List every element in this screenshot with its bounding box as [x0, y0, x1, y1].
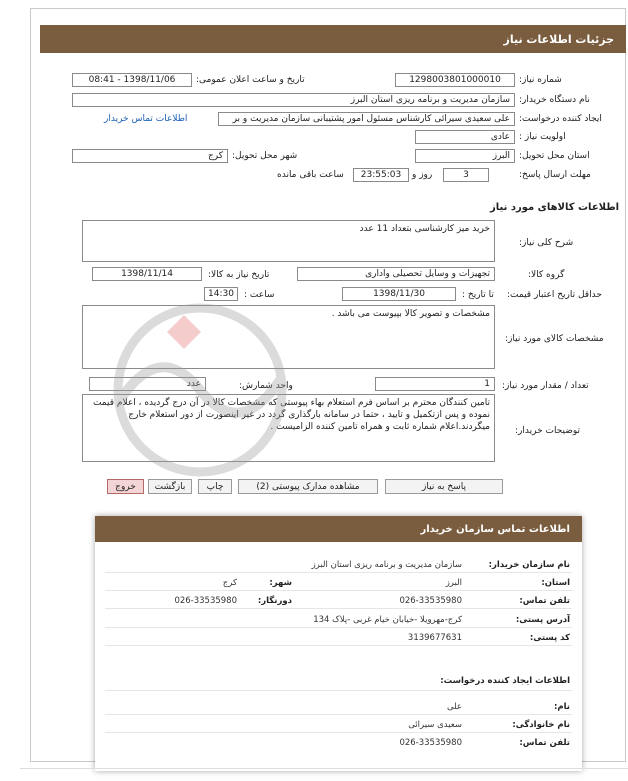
- need-number-label: شماره نیاز:: [519, 75, 562, 85]
- validity-time-field: 14:30: [204, 287, 238, 301]
- org-value: سازمان مدیریت و برنامه ریزی استان البرز: [311, 560, 462, 570]
- specs-label: مشخصات کالای مورد نیاز:: [505, 334, 604, 344]
- contact-phone-label: تلفن تماس:: [519, 596, 570, 606]
- contact-fax-label: دورنگار:: [257, 596, 292, 606]
- unit-label: واحد شمارش:: [239, 381, 293, 391]
- quantity-field: 1: [375, 377, 495, 391]
- quantity-label: تعداد / مقدار مورد نیاز:: [502, 381, 589, 391]
- exit-button[interactable]: خروج: [107, 479, 144, 494]
- divider: [105, 714, 572, 715]
- buyer-contact-card: [95, 516, 582, 771]
- contact-card-title-text: اطلاعات تماس سازمان خریدار: [420, 523, 570, 535]
- address-label: آدرس پستی:: [515, 615, 570, 625]
- price-validity-label: حداقل تاریخ اعتبار قیمت:: [507, 290, 602, 300]
- creator-label: ایجاد کننده درخواست:: [519, 114, 602, 124]
- divider: [105, 627, 572, 628]
- delivery-province-label: استان محل تحویل:: [519, 151, 590, 161]
- contact-city-label: شهر:: [269, 578, 292, 588]
- last-name-label: نام خانوادگی:: [512, 720, 570, 730]
- address-value: کرج-مهرویلا -خیابان خیام غربی -پلاک 134: [313, 615, 462, 625]
- need-desc-label: شرح کلی نیاز:: [519, 238, 574, 248]
- divider: [105, 572, 572, 573]
- priority-label: اولویت نیاز :: [519, 132, 566, 142]
- divider: [105, 645, 572, 646]
- first-name-label: نام:: [553, 702, 570, 712]
- creator-phone-value: 026-33535980: [399, 738, 462, 748]
- days-field: 3: [443, 168, 489, 182]
- deadline-label: مهلت ارسال پاسخ:: [519, 170, 591, 180]
- contact-fax-value: 026-33535980: [174, 596, 237, 606]
- until-date-field: 1398/11/30: [342, 287, 456, 301]
- divider: [105, 732, 572, 733]
- buyer-notes-field: تامین کنندگان محترم بر اساس فرم استعلام بهاء پیوستی که مشخصات کالا در آن درج گردیده ، اعلام قیمت نموده و پس ازتکمیل و تایید ، حتما در سامانه بارگذاری گردد در غیر اینصورت از دور استعلام خارج میگردند.اعلام شماره ثابت و همراه تامین کننده الزامیست .: [82, 394, 495, 462]
- delivery-city-label: شهر محل تحویل:: [232, 151, 298, 161]
- divider: [105, 608, 572, 609]
- page-title-text: جزئیات اطلاعات نیاز: [503, 32, 614, 46]
- print-button[interactable]: چاپ: [198, 479, 232, 494]
- contact-phone-value: 026-33535980: [399, 596, 462, 606]
- creator-phone-label: تلفن تماس:: [519, 738, 570, 748]
- need-desc-field: خرید میز کارشناسی بتعداد 11 عدد: [82, 220, 495, 262]
- need-date-field: 1398/11/14: [92, 267, 202, 281]
- attachments-button[interactable]: مشاهده مدارک پیوستی (2): [238, 479, 378, 494]
- goods-section-title: اطلاعات کالاهای مورد نیاز: [490, 202, 620, 213]
- postal-label: کد پستی:: [529, 633, 570, 643]
- reply-button[interactable]: پاسخ به نیاز: [385, 479, 503, 494]
- unit-field: عدد: [89, 377, 206, 391]
- buyer-label: نام دستگاه خریدار:: [519, 95, 590, 105]
- first-name-value: علی: [447, 702, 462, 712]
- days-unit: روز و: [412, 170, 433, 180]
- announce-field: 1398/11/06 - 08:41: [72, 73, 192, 87]
- divider: [105, 590, 572, 591]
- org-label: نام سازمان خریدار:: [488, 560, 570, 570]
- specs-field: مشخصات و تصویر کالا بپیوست می باشد .: [82, 305, 495, 369]
- contact-province-value: البرز: [445, 578, 462, 588]
- creator-field: علی سعیدی سیرائی کارشناس مسئول امور پشتیبانی سازمان مدیریت و بر: [218, 112, 515, 126]
- last-name-value: سعیدی سیرائی: [408, 720, 462, 730]
- buyer-contact-link[interactable]: اطلاعات تماس خریدار: [104, 114, 188, 124]
- postal-value: 3139677631: [407, 633, 462, 643]
- time-remaining-unit: ساعت باقی مانده: [277, 170, 344, 180]
- delivery-province-field: البرز: [415, 149, 515, 163]
- back-button[interactable]: بازگشت: [148, 479, 192, 494]
- priority-field: عادی: [415, 130, 515, 144]
- contact-city-value: کرج: [222, 578, 237, 588]
- goods-group-field: تجهیزات و وسایل تحصیلی واداری: [297, 267, 495, 281]
- contact-card-title: [95, 516, 582, 542]
- buyer-field: سازمان مدیریت و برنامه ریزی استان البرز: [72, 93, 515, 107]
- announce-label: تاریخ و ساعت اعلان عمومی:: [196, 75, 305, 85]
- delivery-city-field: کرج: [72, 149, 228, 163]
- time-remaining-field: 23:55:03: [353, 168, 409, 182]
- creator-section-title: اطلاعات ایجاد کننده درخواست:: [440, 676, 570, 686]
- need-number-field: 1298003801000010: [395, 73, 515, 87]
- until-date-label: تا تاریخ :: [462, 290, 494, 300]
- buyer-notes-label: توضیحات خریدار:: [515, 426, 581, 436]
- contact-province-label: استان:: [541, 578, 570, 588]
- validity-time-label: ساعت :: [244, 290, 275, 300]
- footer-strip: [20, 768, 628, 781]
- need-date-label: تاریخ نیاز به کالا:: [208, 270, 270, 280]
- goods-group-label: گروه کالا:: [528, 270, 565, 280]
- divider: [105, 690, 572, 691]
- page-title: [40, 25, 626, 53]
